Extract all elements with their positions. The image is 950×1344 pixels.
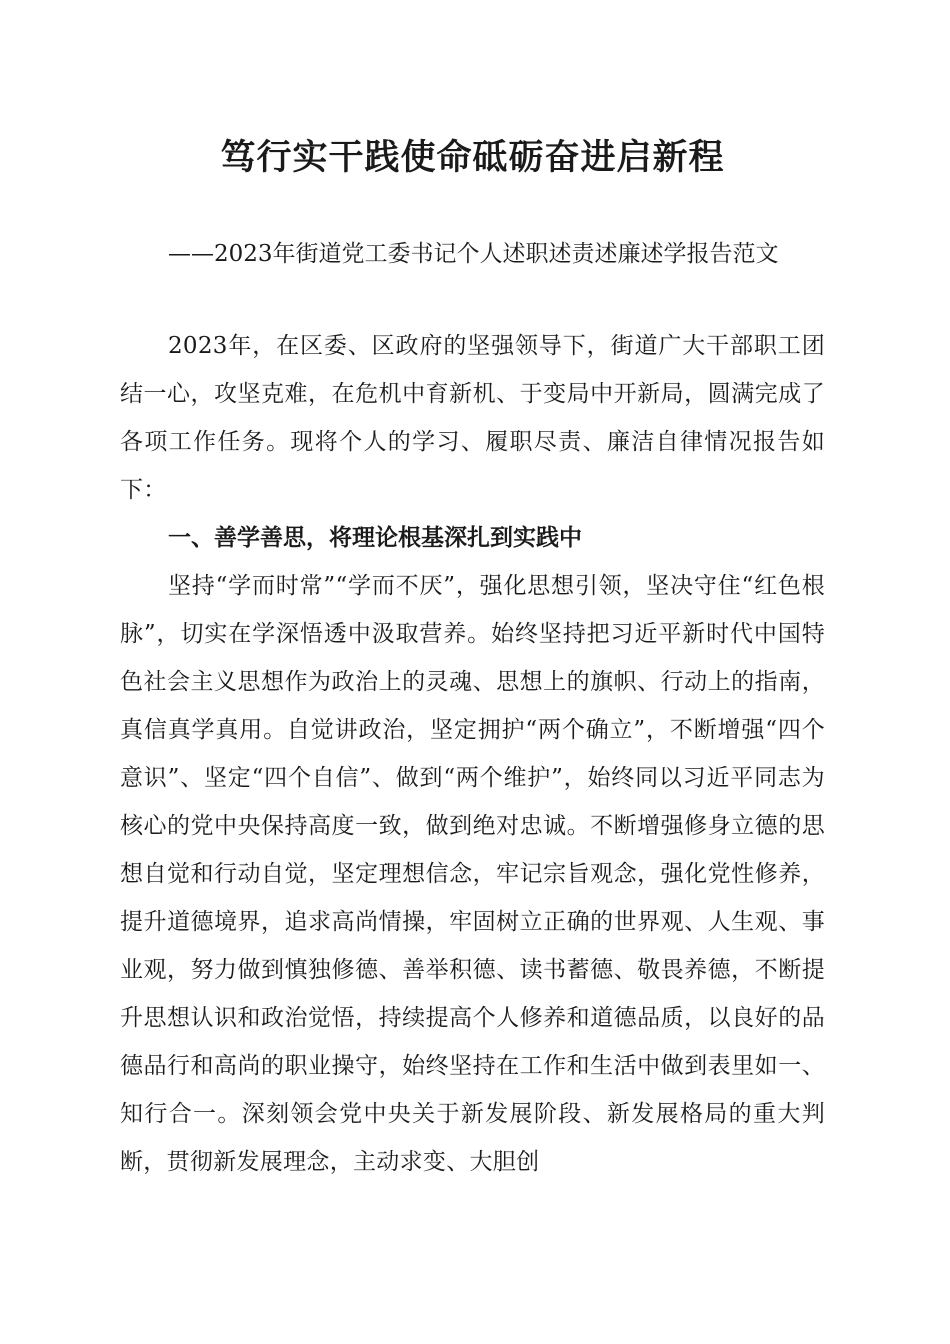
section-heading: 一、善学善思，将理论根基深扎到实践中 [168,525,582,551]
section-paragraph: 坚持“学而时常”“学而不厌”，强化思想引领，坚决守住“红色根脉”，切实在学深悟透中汲取营养。始终坚持把习近平新时代中国特色社会主义思想作为政治上的灵魂、思想上的旗帜、行动上的指南，真信真学真用。自觉讲政治，坚定拥护“两个确立”，不断增强“四个意识”、坚定“四个自信”、做到“两个维护”，始终同以习近平同志为核心的党中央保持高度一致，做到绝对忠诚。不断增强修身立德的思想自觉和行动自觉，坚定理想信念，牢记宗旨观念，强化党性修养，提升道德境界，追求高尚情操，牢固树立正确的世界观、人生观、事业观，努力做到慎独修德、善举积德、读书蓄德、敬畏养德，不断提升思想认识和政治觉悟，持续提高个人修养和道德品质，以良好的品德品行和高尚的职业操守，始终坚持在工作和生活中做到表里如一、知行合一。深刻领会党中央关于新发展阶段、新发展格局的重大判断，贯彻新发展理念，主动求变、大胆创 [120,573,825,1175]
document-body [120,322,825,1186]
document-title: 笃行实干践使命砥砺奋进启新程 [220,137,725,178]
intro-paragraph: 2023年，在区委、区政府的坚强领导下，街道广大干部职工团结一心，攻坚克难，在危机中育新机、于变局中开新局，圆满完成了各项工作任务。现将个人的学习、履职尽责、廉洁自律情况报告如下： [120,333,825,503]
document-subtitle: ——2023年街道党工委书记个人述职述责述廉述学报告范文 [168,241,779,267]
